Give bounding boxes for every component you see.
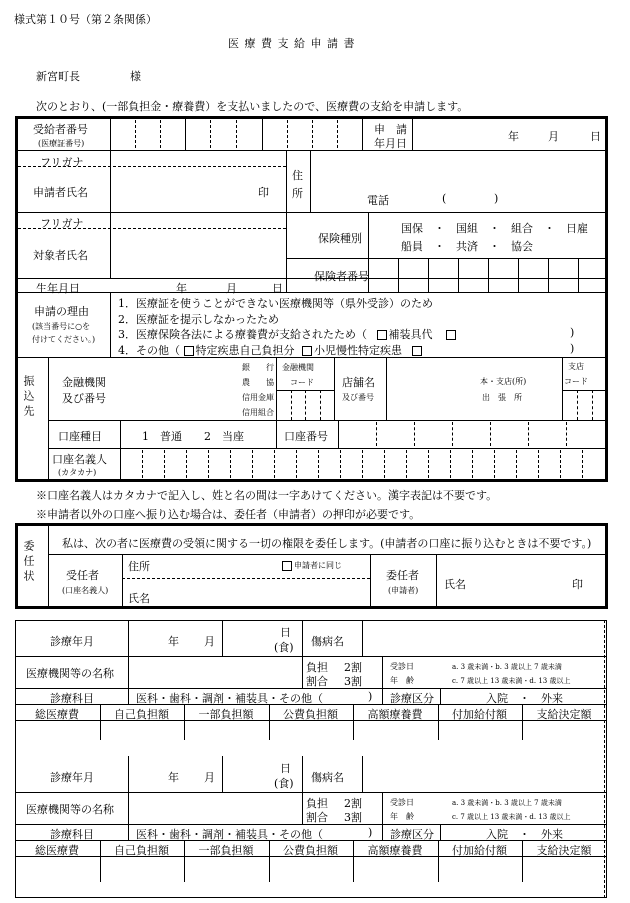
birth-year: 年 xyxy=(176,282,187,295)
med1-col-3: 一部負担額 xyxy=(198,708,254,721)
target-name-label: 対象者氏名 xyxy=(33,249,88,262)
apply-day: 日 xyxy=(590,130,601,143)
med1-dept-options[interactable]: 医科・歯科・調剤・補装具・その他（ xyxy=(136,692,323,705)
med1-amount-4-input[interactable] xyxy=(272,724,350,738)
med1-month: 月 xyxy=(204,635,215,648)
trustee-address-label: 住所 xyxy=(128,560,150,573)
phone-label: 電話 xyxy=(367,194,389,207)
delegator-sublabel: (申請者) xyxy=(388,586,419,595)
insurance-options-1[interactable]: 国保 ・ 国組 ・ 組合 ・ 日雇 xyxy=(401,222,588,235)
med1-disease-input[interactable] xyxy=(366,630,600,648)
trustee-name-input[interactable] xyxy=(160,588,366,602)
apply-year: 年 xyxy=(508,130,519,143)
med2-ratio-2[interactable]: 2割 xyxy=(344,797,362,810)
bank-institution-label: 金融機関 xyxy=(62,376,106,389)
med2-col-3: 一部負担額 xyxy=(198,844,254,857)
med2-day: 日 xyxy=(280,762,291,775)
reason-option-4[interactable]: 4．その他（ 特定疾患自己負担分 小児慢性特定疾患 xyxy=(118,342,424,358)
phone-paren-close: ) xyxy=(494,192,499,205)
med2-dept-close: ) xyxy=(368,826,373,839)
apply-date-label2: 年月日 xyxy=(374,137,407,150)
branch-name-input[interactable] xyxy=(390,378,474,396)
med2-amount-6-input[interactable] xyxy=(441,860,519,874)
med2-ratio-3[interactable]: 3割 xyxy=(344,811,362,824)
med1-burden-label: 負担 xyxy=(306,661,328,674)
bank-name-input[interactable] xyxy=(124,376,234,394)
bank-type-shinkin[interactable]: 信用金庫 xyxy=(242,393,274,402)
med2-amount-7-input[interactable] xyxy=(525,860,603,874)
phone-paren-open: ( xyxy=(442,192,447,205)
apply-date-input[interactable] xyxy=(416,128,504,142)
branch-label: 店舗名 xyxy=(342,376,375,389)
med2-amount-2-input[interactable] xyxy=(103,860,181,874)
med2-ratio-label: 割合 xyxy=(306,811,328,824)
med2-date-input[interactable] xyxy=(132,768,164,782)
furigana-label-1: フリガナ xyxy=(40,156,84,169)
trustee-label: 受任者 xyxy=(66,569,99,582)
med2-amount-4-input[interactable] xyxy=(272,860,350,874)
med1-ratio-2[interactable]: 2割 xyxy=(344,661,362,674)
bank-type-ja[interactable]: 農 協 xyxy=(242,378,274,387)
target-name-input[interactable] xyxy=(112,236,282,272)
insurance-type-label: 保険種別 xyxy=(318,232,362,245)
med1-ratio-3[interactable]: 3割 xyxy=(344,675,362,688)
account-type-label: 口座種目 xyxy=(58,430,102,443)
med1-day: 日 xyxy=(280,626,291,639)
birth-date-input[interactable] xyxy=(114,280,172,292)
med1-year: 年 xyxy=(168,635,179,648)
med2-age-options-1[interactable]: a. 3 歳未満・b. 3 歳以上 7 歳未満 xyxy=(452,799,562,807)
applicant-name-label: 申請者氏名 xyxy=(33,186,88,199)
med1-amount-3-input[interactable] xyxy=(187,724,265,738)
trustee-name-label: 氏名 xyxy=(128,592,150,605)
med1-amount-6-input[interactable] xyxy=(441,724,519,738)
med1-col-4: 公費負担額 xyxy=(283,708,338,721)
intro-text: 次のとおり、(一部負担金・療養費）を支払いましたので、医療費の支給を申請します。 xyxy=(36,100,469,113)
med2-burden-label: 負担 xyxy=(306,797,328,810)
branch-code-label: 支店 xyxy=(568,362,584,371)
med1-col-7: 支給決定額 xyxy=(536,708,592,721)
same-as-applicant[interactable]: 申請者に同じ xyxy=(282,560,342,571)
birth-date-label: 生年月日 xyxy=(36,282,80,295)
furigana-label-2: フリガナ xyxy=(40,217,84,230)
checkbox-other-3[interactable] xyxy=(446,330,456,340)
branch-code-label2: コード xyxy=(564,377,588,386)
reason-option-2[interactable]: 2．医療証を提示しなかったため xyxy=(118,313,279,326)
med2-disease-label: 傷病名 xyxy=(311,771,344,784)
med1-amount-1-input[interactable] xyxy=(18,724,96,738)
med2-col-2: 自己負担額 xyxy=(114,844,169,857)
med1-meal: (食) xyxy=(274,641,294,654)
med2-age-label: 年 齢 xyxy=(390,812,414,821)
med1-days-input[interactable] xyxy=(226,632,270,646)
reason-note-1: (該当番号に○を xyxy=(32,322,91,331)
checkbox-prosthesis[interactable] xyxy=(377,330,387,340)
med1-dept-label: 診療科目 xyxy=(50,692,94,705)
reason-option-3[interactable]: 3．医療保険各法による療養費が支給されたため（ 補装具代 xyxy=(118,326,458,342)
birth-day: 日 xyxy=(272,282,283,295)
med2-col-7: 支給決定額 xyxy=(536,844,592,857)
med2-days-input[interactable] xyxy=(226,768,270,782)
med1-amount-5-input[interactable] xyxy=(356,724,434,738)
med2-age-options-2[interactable]: c. 7 歳以上 13 歳未満・d. 13 歳以上 xyxy=(452,813,571,821)
med2-amount-1-input[interactable] xyxy=(18,860,96,874)
recipient-number-label: 受給者番号 xyxy=(33,123,88,136)
med2-month: 月 xyxy=(204,771,215,784)
reason-option-1[interactable]: 1．医療証を使うことができない医療機関等（県外受診）のため xyxy=(118,297,433,310)
phone-number-input[interactable] xyxy=(452,192,490,206)
birth-month: 月 xyxy=(226,282,237,295)
delegator-label: 委任者 xyxy=(386,569,419,582)
transfer-side-label: 振込先 xyxy=(22,375,35,420)
med2-dept-label: 診療科目 xyxy=(50,828,94,841)
delegation-text: 私は、次の者に医療費の受領に関する一切の権限を委任します。(申請者の口座に振り込むときは不要です。) xyxy=(62,537,592,550)
insured-number-input[interactable] xyxy=(372,266,604,284)
delegator-name-input[interactable] xyxy=(474,575,564,589)
address-label2: 所 xyxy=(292,187,303,200)
med2-disease-input[interactable] xyxy=(366,766,600,784)
checkbox-other-4[interactable] xyxy=(412,346,422,356)
med1-ratio-label: 割合 xyxy=(306,675,328,688)
med1-visit-day-label: 受診日 xyxy=(390,662,414,671)
applicant-seal: 印 xyxy=(258,186,269,199)
recipient-number-input[interactable] xyxy=(112,126,360,144)
med2-col-6: 付加給付額 xyxy=(452,844,507,857)
med1-age-options-1[interactable]: a. 3 歳未満・b. 3 歳以上 7 歳未満 xyxy=(452,663,562,671)
med1-amount-7-input[interactable] xyxy=(525,724,603,738)
med1-date-input[interactable] xyxy=(132,632,164,646)
checkbox-pediatric-chronic[interactable] xyxy=(302,346,312,356)
addressee: 新宮町長 xyxy=(36,70,80,83)
branch-type-main[interactable]: 本・支店(所) xyxy=(480,377,527,386)
account-holder-input[interactable] xyxy=(124,456,604,474)
med1-facility-label: 医療機関等の名称 xyxy=(26,667,114,680)
med1-age-options-2[interactable]: c. 7 歳以上 13 歳未満・d. 13 歳以上 xyxy=(452,677,571,685)
med2-amount-5-input[interactable] xyxy=(356,860,434,874)
med2-col-4: 公費負担額 xyxy=(283,844,338,857)
med1-disease-label: 傷病名 xyxy=(311,635,344,648)
phone-area-input[interactable] xyxy=(402,192,438,206)
delegator-name-label: 氏名 xyxy=(444,578,466,591)
med2-col-5: 高額療養費 xyxy=(367,844,423,857)
delegation-side-label: 委任状 xyxy=(22,540,35,585)
honorific: 様 xyxy=(130,70,141,83)
branch-type-sub[interactable]: 出 張 所 xyxy=(482,393,522,402)
med1-amount-2-input[interactable] xyxy=(103,724,181,738)
bank-code-label: 金融機関 xyxy=(282,363,314,372)
address-label: 住 xyxy=(292,169,303,182)
med1-date-label: 診療年月 xyxy=(50,635,94,648)
note-1: ※口座名義人はカタカナで記入し、姓と名の間は一字あけてください。漢字表記は不要です。 xyxy=(36,489,498,502)
med2-date-label: 診療年月 xyxy=(50,771,94,784)
applicant-furigana-input[interactable] xyxy=(112,152,282,165)
med1-dept-close: ) xyxy=(368,690,373,703)
med2-amount-3-input[interactable] xyxy=(187,860,265,874)
med2-visit-day-label: 受診日 xyxy=(390,798,414,807)
med1-col-5: 高額療養費 xyxy=(367,708,423,721)
account-number-input[interactable] xyxy=(342,426,604,442)
insurance-options-2[interactable]: 船員 ・ 共済 ・ 協会 xyxy=(401,240,533,253)
account-holder-label: 口座名義人 xyxy=(52,453,107,466)
apply-month: 月 xyxy=(548,130,559,143)
med2-meal: (食) xyxy=(274,777,294,790)
insured-number-label: 保険者番号 xyxy=(314,270,369,283)
reason-note-2: 付けてください。) xyxy=(32,335,96,344)
account-type-options[interactable]: 1 普通 2 当座 xyxy=(142,430,244,443)
med2-type-options[interactable]: 入院 ・ 外来 xyxy=(486,828,563,841)
form-number: 様式第１０号（第２条関係） xyxy=(14,13,157,26)
bank-type-credit-union[interactable]: 信用組合 xyxy=(242,408,274,417)
branch-label2: 及び番号 xyxy=(342,393,374,402)
delegator-seal: 印 xyxy=(572,578,583,591)
applicant-name-input[interactable] xyxy=(112,176,252,202)
med1-facility-input[interactable] xyxy=(132,664,298,680)
med1-type-label: 診療区分 xyxy=(390,692,434,705)
trustee-sublabel: (口座名義人) xyxy=(62,586,109,595)
checkbox-same-as-applicant[interactable] xyxy=(282,561,292,571)
recipient-number-sublabel: (医療証番号) xyxy=(38,139,85,148)
med2-type-label: 診療区分 xyxy=(390,828,434,841)
address-input[interactable] xyxy=(314,156,604,176)
med2-col-1: 総医療費 xyxy=(35,844,79,857)
bank-code-label2: コード xyxy=(290,378,314,387)
med2-facility-label: 医療機関等の名称 xyxy=(26,803,114,816)
apply-date-label: 申 請 xyxy=(374,123,407,136)
med2-dept-options[interactable]: 医科・歯科・調剤・補装具・その他（ xyxy=(136,828,323,841)
target-furigana-input[interactable] xyxy=(112,214,282,227)
med1-col-2: 自己負担額 xyxy=(114,708,169,721)
reason-label: 申請の理由 xyxy=(34,305,89,318)
bank-type-bank[interactable]: 銀 行 xyxy=(242,363,274,372)
med1-col-6: 付加給付額 xyxy=(452,708,507,721)
account-number-label: 口座番号 xyxy=(284,430,328,443)
bank-institution-label2: 及び番号 xyxy=(62,392,106,405)
account-holder-sublabel: (カタカナ) xyxy=(58,468,97,477)
checkbox-specified-disease[interactable] xyxy=(184,346,194,356)
med1-age-label: 年 齢 xyxy=(390,676,414,685)
note-2: ※申請者以外の口座へ振り込む場合は、委任者（申請者）の押印が必要です。 xyxy=(36,508,421,521)
med1-type-options[interactable]: 入院 ・ 外来 xyxy=(486,692,563,705)
form-title: 医 療 費 支 給 申 請 書 xyxy=(228,37,356,50)
med2-year: 年 xyxy=(168,771,179,784)
med2-facility-input[interactable] xyxy=(132,800,298,816)
med1-col-1: 総医療費 xyxy=(35,708,79,721)
